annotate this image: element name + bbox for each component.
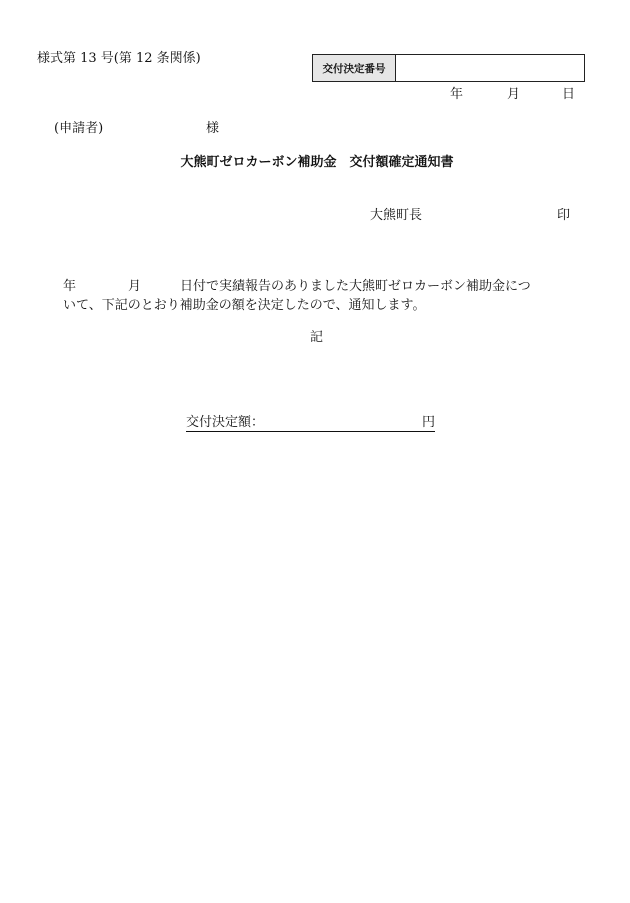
decision-number-field[interactable] [396,55,584,81]
body-line-1: 年 月 日付で実績報告のありました大熊町ゼロカーボン補助金につ [63,279,531,294]
issuer-name: 大熊町長 [370,208,423,223]
applicant-label: (申請者) [54,121,104,136]
date-month: 月 [507,87,521,102]
document-title: 大熊町ゼロカーボン補助金 交付額確定通知書 [180,155,454,170]
amount-field[interactable] [264,416,422,429]
decision-number-label: 交付決定番号 [313,55,396,81]
decision-number-box [312,54,585,82]
ki-heading: 記 [310,330,324,345]
body-line-2: いて、下記のとおり補助金の額を決定したので、通知します。 [63,298,426,313]
seal-mark: 印 [557,208,571,223]
date-day: 日 [562,87,576,102]
amount-unit: 円 [422,415,436,430]
body-text [63,277,531,315]
date-year: 年 [450,87,464,102]
amount-label: 交付決定額： [186,415,265,430]
applicant-honorific: 様 [206,121,220,136]
form-number: 様式第 13 号(第 12 条関係) [37,51,201,66]
amount-line [186,416,435,432]
